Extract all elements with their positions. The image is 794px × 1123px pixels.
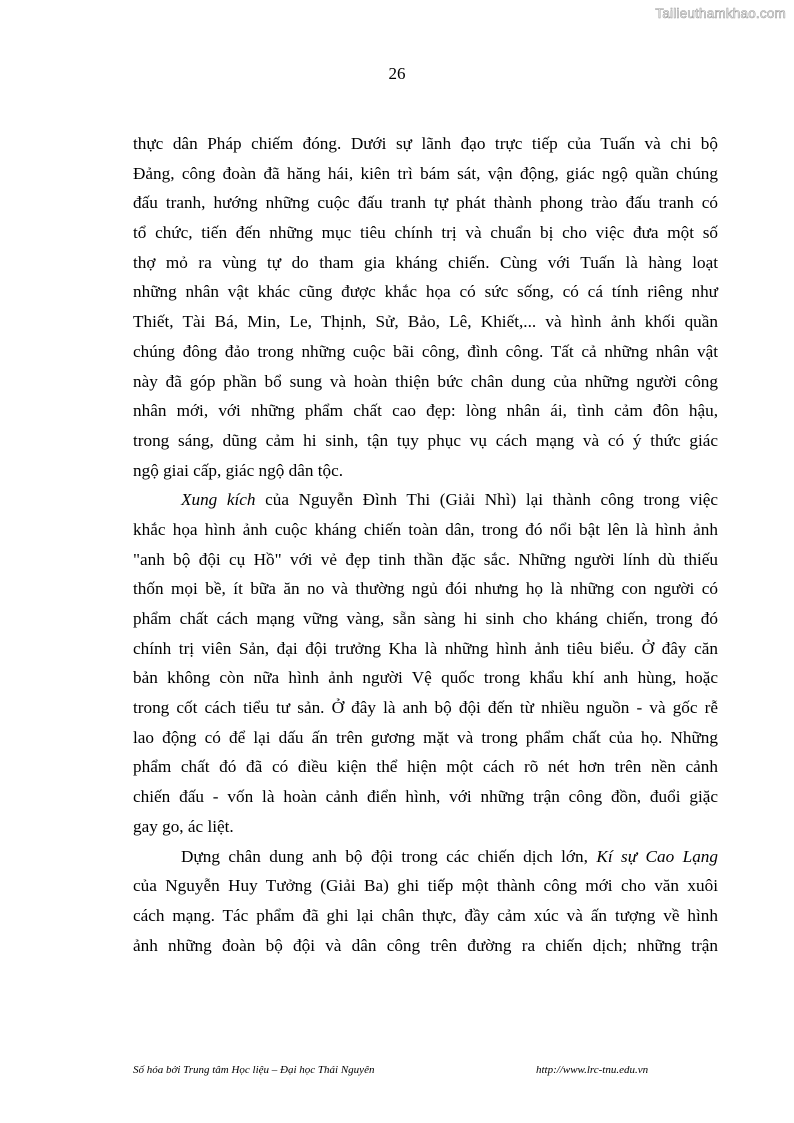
watermark: Tailieuthamkhao.com (655, 6, 786, 21)
text-line: chính trị viên Sản, đại đội trưởng Kha là những hình ảnh tiêu biểu. Ở đây căn (133, 638, 718, 658)
work-title-xung-kich: Xung kích (181, 490, 256, 510)
footer-url: http://www.lrc-tnu.edu.vn (536, 1064, 649, 1076)
text-line: nhân mới, với những phẩm chất cao đẹp: lòng nhân ái, tình cảm đôn hậu, (133, 401, 718, 421)
text-line: Dựng chân dung anh bộ đội trong các chiến dịch lớn, Kí sự Cao Lạng (181, 846, 718, 866)
text-line: ảnh những đoàn bộ đội và dân công trên đường ra chiến dịch; những trận (133, 935, 718, 955)
footer-source: Số hóa bởi Trung tâm Học liệu – Đại học Thái Nguyên (133, 1064, 375, 1076)
work-title-ki-su-cao-lang: Kí sự Cao Lạng (596, 846, 718, 866)
text-line: thợ mỏ ra vùng tự do tham gia kháng chiến. Cùng với Tuấn là hàng loạt (133, 252, 718, 272)
text-line: chúng đông đảo trong những cuộc bãi công, đình công. Tất cả những nhân vật (133, 341, 718, 361)
text-line: ngộ giai cấp, giác ngộ dân tộc. (133, 460, 344, 480)
text-line: đấu tranh, hướng những cuộc đấu tranh tự phát thành phong trào đấu tranh có (133, 193, 718, 213)
text-line: phẩm chất đó đã có điều kiện thể hiện một cách rõ nét hơn trên nền cảnh (133, 757, 718, 777)
paragraph-3 (133, 842, 718, 961)
text-line: khắc họa hình ảnh cuộc kháng chiến toàn dân, trong đó nổi bật lên là hình ảnh (133, 519, 718, 539)
paragraph-1 (133, 129, 718, 485)
text-line: bản không còn nữa hình ảnh người Vệ quốc trong khẩu khí anh hùng, hoặc (133, 668, 718, 688)
paragraph-2 (133, 485, 718, 841)
text-line: tổ chức, tiến đến những mục tiêu chính trị và chuẩn bị cho việc đưa một số (133, 223, 718, 243)
text-line: trong sáng, dũng cảm hi sinh, tận tụy phục vụ cách mạng và có ý thức giác (133, 430, 718, 450)
text-line: này đã góp phần bổ sung và hoàn thiện bức chân dung của những người công (133, 371, 718, 391)
text-line: của Nguyễn Huy Tưởng (Giải Ba) ghi tiếp một thành công mới cho văn xuôi (133, 876, 718, 896)
text-line: những nhân vật khác cũng được khắc họa có sức sống, có cá tính riêng như (133, 282, 718, 302)
text-line: Xung kích của Nguyễn Đình Thi (Giải Nhì) lại thành công trong việc (181, 490, 718, 510)
text-line: thốn mọi bề, ít bữa ăn no và thường ngủ đói nhưng họ là những con người có (133, 579, 718, 599)
text-line: "anh bộ đội cụ Hồ" với vẻ đẹp tinh thần đặc sắc. Những người lính dù thiếu (133, 549, 718, 569)
text-line: cách mạng. Tác phẩm đã ghi lại chân thực, đầy cảm xúc và ấn tượng về hình (133, 905, 718, 925)
text-line: gay go, ác liệt. (133, 816, 234, 836)
text-line: chiến đấu - vốn là hoàn cảnh điển hình, với những trận công đồn, đuổi giặc (133, 787, 718, 807)
text-line: Đảng, công đoàn đã hăng hái, kiên trì bám sát, vận động, giác ngộ quần chúng (133, 163, 718, 183)
text-line: trong cốt cách tiểu tư sản. Ở đây là anh bộ đội đến từ nhiều nguồn - và gốc rễ (133, 698, 718, 718)
body-text (133, 129, 718, 960)
page-number: 26 (388, 64, 406, 83)
text-line: Thiết, Tài Bá, Min, Le, Thịnh, Sử, Bảo, Lê, Khiết,... và hình ảnh khối quần (133, 312, 718, 332)
text-line: lao động có để lại dấu ấn trên gương mặt và trong phẩm chất của họ. Những (133, 727, 718, 747)
text-line: thực dân Pháp chiếm đóng. Dưới sự lãnh đạo trực tiếp của Tuấn và chi bộ (133, 134, 718, 153)
text-line: phẩm chất cách mạng vững vàng, sẵn sàng hi sinh cho kháng chiến, trong đó (133, 609, 718, 628)
